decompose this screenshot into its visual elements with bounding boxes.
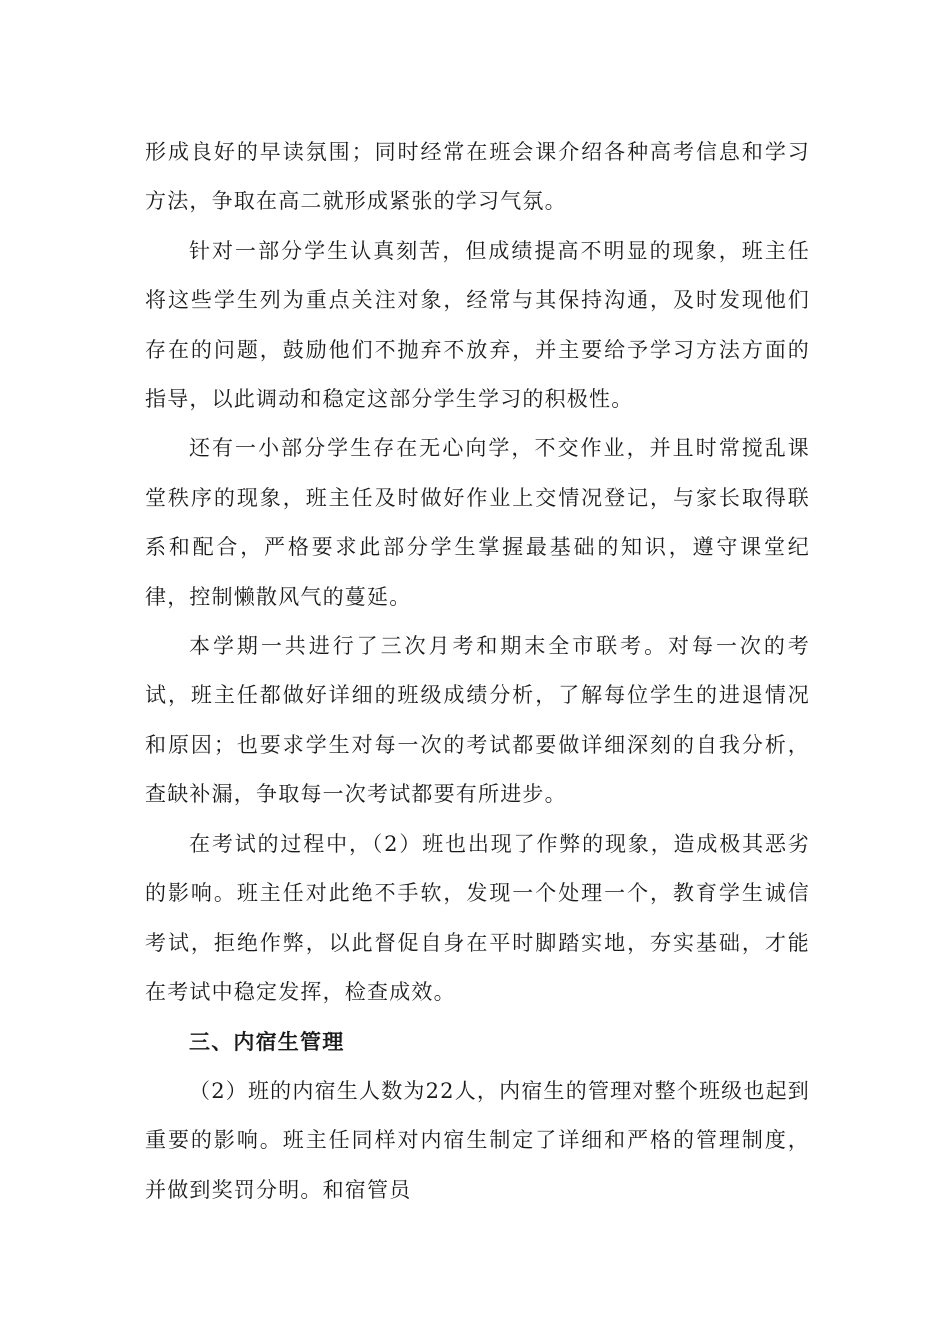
document-body: [145, 128, 810, 1215]
paragraph-cheating: 在考试的过程中，（2）班也出现了作弊的现象，造成极其恶劣的影响。班主任对此绝不手软，发现一个处理一个，教育学生诚信考试，拒绝作弊，以此督促自身在平时脚踏实地，夯实基础，才能在考试中稳定发挥，检查成效。: [145, 831, 810, 1004]
paragraph-exam-analysis: 本学期一共进行了三次月考和期末全市联考。对每一次的考试，班主任都做好详细的班级成绩分析，了解每位学生的进退情况和原因；也要求学生对每一次的考试都要做详细深刻的自我分析，查缺补漏，争取每一次考试都要有所进步。: [145, 634, 810, 807]
paragraph-early-reading: 形成良好的早读氛围；同时经常在班会课介绍各种高考信息和学习方法，争取在高二就形成紧张的学习气氛。: [145, 140, 810, 214]
section-heading-boarding: 三、内宿生管理: [189, 1029, 345, 1055]
paragraph-focus-students: 针对一部分学生认真刻苦，但成绩提高不明显的现象，班主任将这些学生列为重点关注对象，经常与其保持沟通，及时发现他们存在的问题，鼓励他们不抛弃不放弃，并主要给予学习方法方面的指导，以此调动和稳定这部分学生学习的积极性。: [145, 238, 810, 412]
paragraph-boarding-management: （2）班的内宿生人数为22人，内宿生的管理对整个班级也起到重要的影响。班主任同样对内宿生制定了详细和严格的管理制度，并做到奖罚分明。和宿管员: [145, 1078, 810, 1202]
paragraph-disruptive-students: 还有一小部分学生存在无心向学，不交作业，并且时常搅乱课堂秩序的现象，班主任及时做好作业上交情况登记，与家长取得联系和配合，严格要求此部分学生掌握最基础的知识，遵守课堂纪律，控制懒散风气的蔓延。: [145, 436, 810, 609]
